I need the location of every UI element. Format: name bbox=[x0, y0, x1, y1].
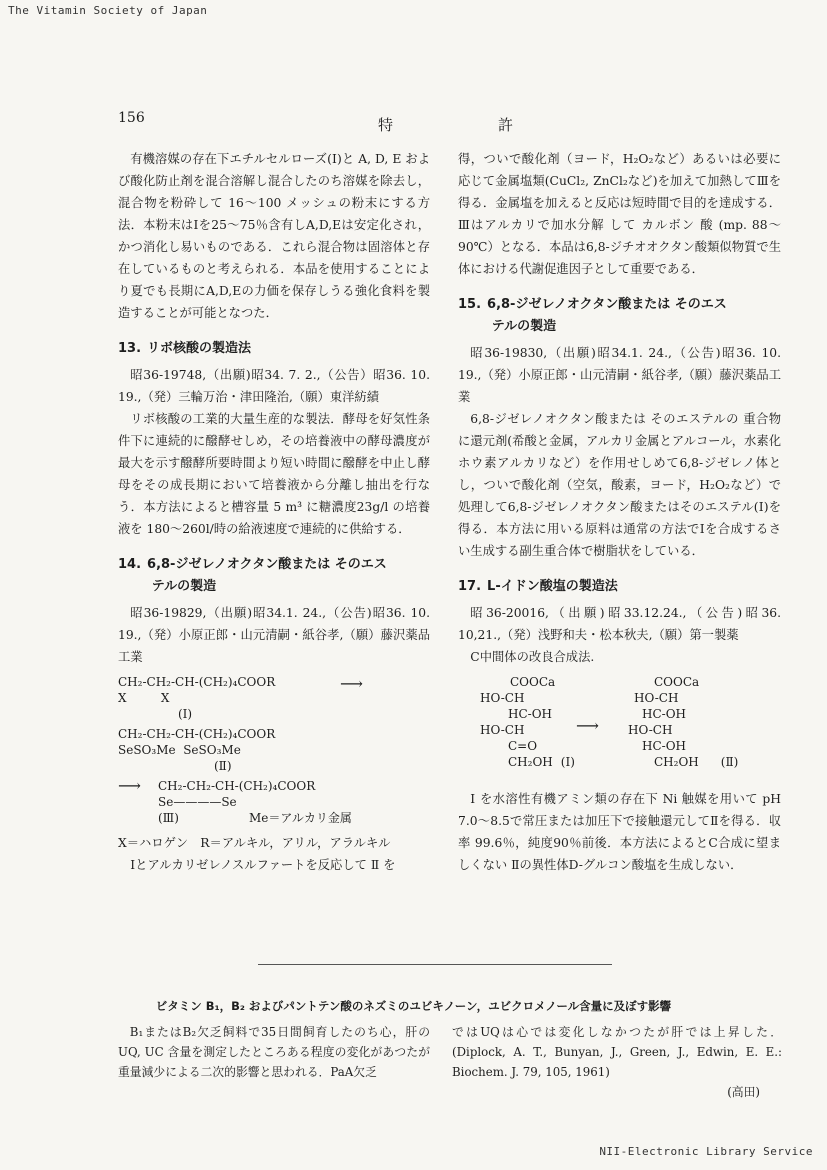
compound-1 bbox=[480, 674, 575, 770]
section-17-heading bbox=[458, 576, 781, 598]
section-13-meta: 昭36-19748,（出願)昭34. 7. 2.,（公告）昭36. 10. 19.,（発）三輪万治・津田隆治,（願）東洋紡績 bbox=[118, 368, 430, 404]
c1-line-0: COOCa bbox=[510, 675, 556, 689]
c2-line-1: HO-CH bbox=[634, 691, 679, 705]
section-14-number: 14. bbox=[118, 557, 142, 572]
reaction-scheme bbox=[118, 674, 430, 826]
formula-3-ring: Se————Se bbox=[158, 795, 237, 809]
section-17-number: 17. bbox=[458, 579, 482, 594]
section-15-body: 6,8-ジゼレノオクタン酸または そのエステルの 重合物に還元剤(希酸と金属，アルカリ金属とアルコール，水素化ホウ素アルカリなど）を作用せしめて6,8-ジゼレノ体とし，ついで酸化剤（空気，酸素，ヨード，H₂O₂など）で処理して6,8-ジゼレノオクタン酸またはそのエステル(Ⅰ)を得る．本方法に用いる原料は通常の方法でⅠを合成するさい生成する副生重合体で樹脂状をしている． bbox=[458, 412, 781, 558]
compound-1-label: (Ⅰ) bbox=[560, 755, 575, 769]
formula-2-label: (Ⅱ) bbox=[214, 759, 232, 773]
section-17-meta: 昭36-20016,（出願)昭33.12.24.,（公告)昭36. 10,21.,（発）浅野和夫・松本秋夫,（願）第一製薬 bbox=[458, 606, 781, 642]
reaction-description: Ⅰとアルカリゼレノスルファートを反応して Ⅱ を bbox=[130, 858, 396, 872]
compound-2 bbox=[628, 674, 738, 770]
section-15-title-cont: テルの製造 bbox=[491, 319, 557, 334]
section-14-title-cont: テルの製造 bbox=[151, 579, 217, 594]
abstract-right-text: ではUQは心では変化しなかつたが肝では上昇した．(Diplock, A. T., Bunyan, J., Green, J., Edwin, E. E.: Biochem. J. 79, 105, 1961) bbox=[452, 1025, 782, 1079]
c2-line-5: CH₂OH bbox=[654, 755, 699, 769]
section-14-title: 6,8-ジゼレノオクタン酸または そのエス bbox=[147, 557, 387, 572]
formula-2-substituents: SeSO₃Me SeSO₃Me bbox=[118, 743, 241, 757]
reaction-arrow-icon-2: ⟶ bbox=[118, 776, 141, 795]
abstract-left-text: B₁またはB₂欠乏飼料で35日間飼育したのち心，肝のUQ, UC 含量を測定したところある程度の変化があつたが重量減少による二次的影響と思われる．PaA欠乏 bbox=[118, 1025, 430, 1079]
section-17-title: L-イドン酸塩の製造法 bbox=[487, 579, 618, 594]
section-15-heading bbox=[458, 294, 781, 338]
idonic-scheme bbox=[458, 674, 781, 782]
c2-line-0: COOCa bbox=[654, 675, 700, 689]
section-15-meta: 昭36-19830,（出願)昭34.1. 24.,（公告)昭36. 10. 19.,（発）小原正郎・山元清嗣・紙谷孝,（願）藤沢薬品工業 bbox=[458, 346, 781, 404]
running-head-1: 特 bbox=[378, 116, 394, 134]
continued-paragraph: 得，ついで酸化剤（ヨード，H₂O₂など）あるいは必要に応じて金属塩類(CuCl₂, ZnCl₂など)を加えて加熱してⅢを得る．金属塩を加えると反応は短時間で目的を達成する．Ⅲはアルカリで加水分解 して カルボン 酸 (mp. 88～90℃）となる．本品は6,8-ジチオオクタン酸類似物質で生体における代謝促進因子として重要である． bbox=[458, 152, 781, 276]
running-head-2: 許 bbox=[498, 116, 514, 134]
formula-1: CH₂-CH₂-CH-(CH₂)₄COOR bbox=[118, 675, 276, 689]
formula-1-label: (Ⅰ) bbox=[178, 707, 193, 721]
left-column bbox=[118, 148, 430, 876]
abstract-left bbox=[118, 1022, 430, 1082]
section-13-number: 13. bbox=[118, 341, 142, 356]
formula-3-label-row bbox=[158, 810, 430, 826]
c1-line-1: HO-CH bbox=[480, 691, 525, 705]
section-divider bbox=[258, 964, 612, 965]
section-15-number: 15. bbox=[458, 297, 482, 312]
library-footer: NII-Electronic Library Service bbox=[599, 1145, 813, 1158]
metal-definition: Me＝アルカリ金属 bbox=[248, 811, 352, 825]
section-15-title: 6,8-ジゼレノオクタン酸または そのエス bbox=[487, 297, 727, 312]
section-13-body: リボ核酸の工業的大量生産的な製法．酵母を好気性条件下に連続的に醱酵せしめ，その培養液中の酵母濃度が最大を示す醱酵所要時間より短い時間に醱酵を中止し酵母をその成長期において培養液から分離し抽出を行なう．本方法によると槽容量 5 m³ に糖濃度23g/l の培養液を 180～260l/時の給液速度で連続的に供給する． bbox=[118, 412, 430, 536]
right-column bbox=[458, 148, 781, 876]
c1-line-5-row bbox=[480, 754, 575, 770]
formula-3-label: (Ⅲ) bbox=[158, 811, 179, 825]
abstract-right bbox=[452, 1022, 782, 1102]
c1-line-3: HO-CH bbox=[480, 723, 525, 737]
intro-paragraph: 有機溶媒の存在下エチルセルローズ(Ⅰ)と A, D, E および酸化防止剤を混合溶解し混合したのち溶媒を除去し，混合物を粉砕して 16～100 メッシュの粉末にする方法．本粉末はⅠを25～75％含有しA,D,Eは安定化され，かつ消化し易いものである．これら混合物は固溶体と存在しているものと考えられる．本品を使用することにより夏でも長期にA,D,Eの力価を保存しうる強化食料を製造することが可能となつた． bbox=[118, 152, 430, 320]
substituent-definitions: X＝ハロゲン R＝アルキル，アリル，アラルキル bbox=[118, 836, 391, 850]
section-17-body: Ⅰ を水溶性有機アミン類の存在下 Ni 触媒を用いて pH 7.0～8.5で常圧または加圧下で接触還元してⅡを得る．収率 99.6％，純度90％前後．本方法によるとC合成に望ましくない Ⅱの異性体D-グルコン酸塩を生成しない． bbox=[458, 792, 781, 872]
reduction-arrow-icon: ⟶ bbox=[576, 716, 599, 735]
c1-line-2: HC-OH bbox=[508, 707, 553, 721]
c2-line-3: HO-CH bbox=[628, 723, 673, 737]
journal-header: The Vitamin Society of Japan bbox=[8, 4, 208, 17]
formula-1-substituents: X X bbox=[118, 691, 170, 705]
formula-3: CH₂-CH₂-CH-(CH₂)₄COOR bbox=[158, 779, 316, 793]
reaction-arrow-icon: ⟶ bbox=[340, 674, 363, 693]
section-17-intro: C中間体の改良合成法. bbox=[470, 650, 595, 664]
section-14-heading bbox=[118, 554, 430, 598]
abstract-author: (高田) bbox=[727, 1085, 760, 1099]
compound-2-label: (Ⅱ) bbox=[720, 755, 739, 769]
formula-2: CH₂-CH₂-CH-(CH₂)₄COOR bbox=[118, 727, 276, 741]
abstract-title: ビタミン B₁，B₂ およびパントテン酸のネズミのユビキノーン，ユビクロメノール含量に及ぼす影響 bbox=[155, 999, 672, 1013]
c2-line-4: HC-OH bbox=[642, 739, 687, 753]
c1-line-5: CH₂OH bbox=[508, 755, 553, 769]
section-13-heading bbox=[118, 338, 430, 360]
c2-line-2: HC-OH bbox=[642, 707, 687, 721]
section-14-meta: 昭36-19829,（出願)昭34.1. 24.,（公告)昭36. 10. 19.,（発）小原正郎・山元清嗣・紙谷孝,（願）藤沢薬品工業 bbox=[118, 606, 430, 664]
c1-line-4: C=O bbox=[508, 739, 538, 753]
section-13-title: リボ核酸の製造法 bbox=[147, 341, 252, 356]
c2-line-5-row bbox=[628, 754, 738, 770]
page-number: 156 bbox=[118, 110, 145, 126]
